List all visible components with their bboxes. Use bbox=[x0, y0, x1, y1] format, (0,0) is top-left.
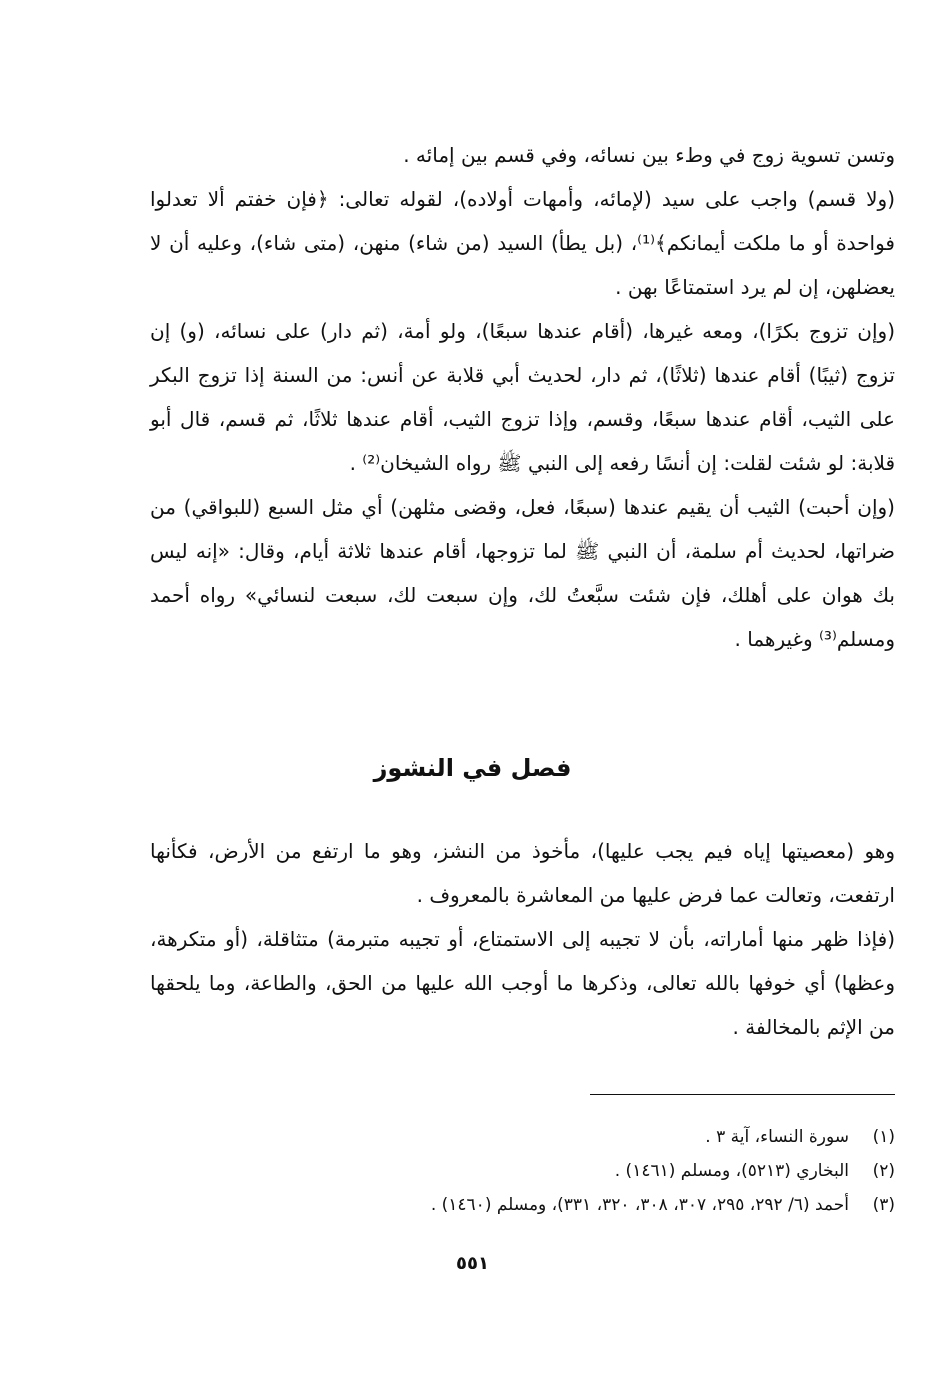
footnote-number: (٣) bbox=[872, 1195, 895, 1215]
paragraph: (فإذا ظهر منها أماراته، بأن لا تجيبه إلى الاستمتاع، أو تجيبه متبرمة) متثاقلة، (أو متكرهة، وعظها) أي خوفها بالله تعالى، وذكرها ما أوجب الله عليها من الحق، والطاعة، وما يلحقها من الإثم بالمخالفة . bbox=[150, 927, 895, 1039]
footnote-text: البخاري (٥٢١٣)، ومسلم (١٤٦١) . bbox=[614, 1161, 849, 1181]
body-text-section-2 bbox=[150, 829, 895, 1049]
paragraph: وهو (معصيتها إياه فيم يجب عليها)، مأخوذ من النشز، وهو ما ارتفع من الأرض، فكأنها ارتفعت، وتعالت عما فرض عليها من المعاشرة بالمعروف . bbox=[150, 839, 895, 907]
page-number: ٥٥١ bbox=[456, 1253, 489, 1274]
paragraph: (وإن أحبت) الثيب أن يقيم عندها (سبعًا، فعل، وقضى مثلهن) أي مثل السبع (للبواقي) من ضراتها، لحديث أم سلمة، أن النبي ﷺ لما تزوجها، أقام عندها ثلاثة أيام، وقال: «إنه ليس بك هوان على أهلك، فإن شئت سبَّعتُ لك، وإن سبعت لك، سبعت لنسائي» رواه أحمد ومسلم⁽³⁾ وغيرهما . bbox=[150, 495, 895, 651]
section-heading: فصل في النشوز bbox=[373, 754, 572, 782]
paragraph: وتسن تسوية زوج في وطء بين نسائه، وفي قسم بين إمائه . bbox=[403, 143, 895, 167]
footnote-item bbox=[150, 1120, 895, 1154]
paragraph: (ولا قسم) واجب على سيد (لإمائه، وأمهات أولاده)، لقوله تعالى: ﴿فإن خفتم ألا تعدلوا فواحدة أو ما ملكت أيمانكم﴾⁽¹⁾، (بل يطأ) السيد (من شاء) منهن، (متى شاء)، وعليه أن لا يعضلهن، إن لم يرد استمتاعًا بهن . bbox=[150, 187, 895, 299]
footnote-number: (٢) bbox=[872, 1161, 895, 1181]
paragraph: (وإن تزوج بكرًا)، ومعه غيرها، (أقام عندها سبعًا)، ولو أمة، (ثم دار) على نسائه، (و) إن تزوج (ثيبًا) أقام عندها (ثلاثًا)، ثم دار، لحديث أبي قلابة عن أنس: من السنة إذا تزوج البكر على الثيب، أقام عندها سبعًا، وقسم، وإذا تزوج الثيب، أقام عندها ثلاثًا، ثم قسم، قال أبو قلابة: لو شئت لقلت: إن أنسًا رفعه إلى النبي ﷺ رواه الشيخان⁽²⁾ . bbox=[150, 319, 895, 475]
footnote-item bbox=[150, 1188, 895, 1222]
footnotes bbox=[150, 1120, 895, 1222]
footnote-item bbox=[150, 1154, 895, 1188]
footnote-text: أحمد (٦/ ٢٩٢، ٢٩٥، ٣٠٧، ٣٠٨، ٣٢٠، ٣٣١)، ومسلم (١٤٦٠) . bbox=[430, 1195, 849, 1215]
footnote-text: سورة النساء، آية ٣ . bbox=[705, 1127, 849, 1147]
body-text-section-1 bbox=[150, 133, 895, 661]
footnote-divider bbox=[590, 1094, 895, 1095]
footnote-number: (١) bbox=[872, 1127, 895, 1147]
